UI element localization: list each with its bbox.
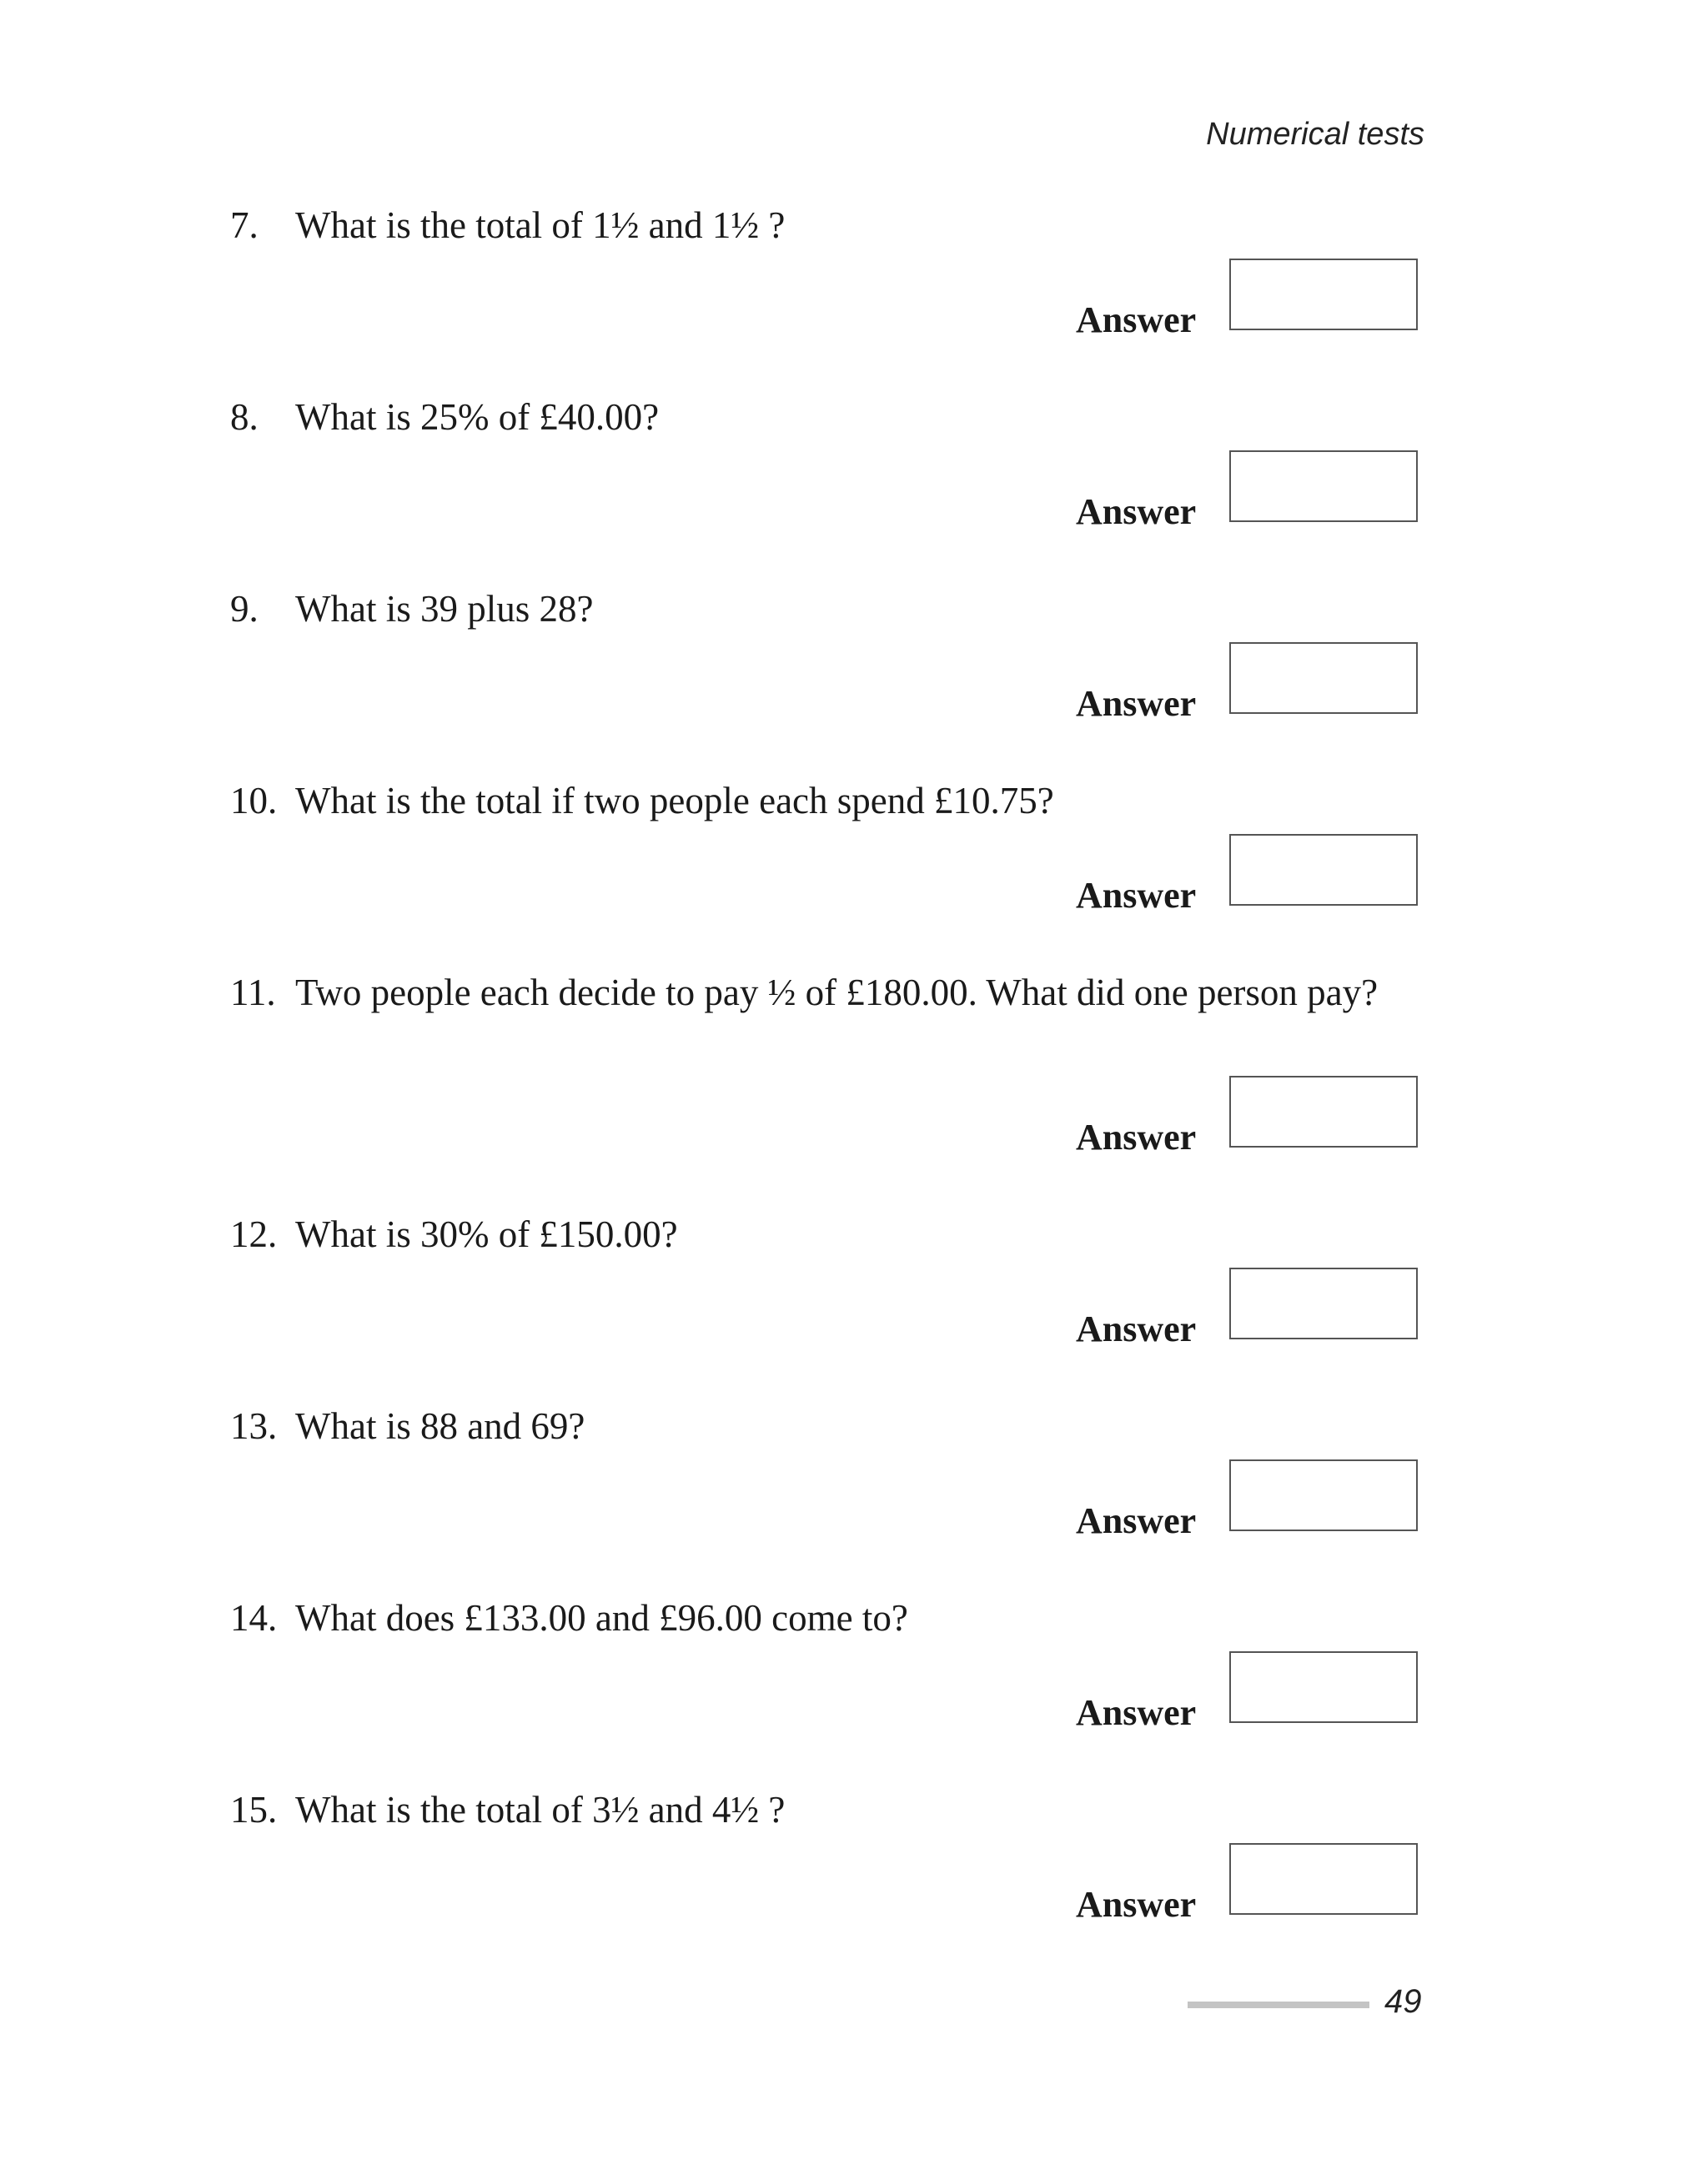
question-number: 12. <box>230 1213 278 1255</box>
answer-box-8[interactable] <box>1229 450 1418 522</box>
question-11 <box>230 967 1439 1017</box>
question-10 <box>230 776 1439 826</box>
answer-box-14[interactable] <box>1229 1651 1418 1723</box>
answer-label: Answer <box>1076 1117 1197 1158</box>
question-text: What is the total if two people each spend £10.75? <box>295 780 1054 821</box>
answer-label: Answer <box>1076 299 1197 340</box>
question-text: What is the total of 1½ and 1½ ? <box>295 204 786 246</box>
answer-box-13[interactable] <box>1229 1459 1418 1531</box>
question-number: 9. <box>230 588 259 630</box>
question-number: 13. <box>230 1405 278 1447</box>
question-7 <box>230 200 1439 250</box>
question-text: What is the total of 3½ and 4½ ? <box>295 1789 786 1831</box>
answer-label: Answer <box>1076 1309 1197 1349</box>
answer-box-10[interactable] <box>1229 834 1418 906</box>
question-14 <box>230 1593 1439 1643</box>
answer-box-15[interactable] <box>1229 1843 1418 1915</box>
question-text: What does £133.00 and £96.00 come to? <box>295 1597 908 1639</box>
question-number: 15. <box>230 1789 278 1831</box>
answer-label: Answer <box>1076 491 1197 532</box>
question-9 <box>230 584 1439 634</box>
question-text: What is 30% of £150.00? <box>295 1213 678 1255</box>
question-number: 10. <box>230 780 278 821</box>
question-text: What is 88 and 69? <box>295 1405 585 1447</box>
question-number: 8. <box>230 396 259 438</box>
question-12 <box>230 1209 1439 1259</box>
answer-label: Answer <box>1076 683 1197 724</box>
question-number: 11. <box>230 972 276 1013</box>
answer-box-11[interactable] <box>1229 1076 1418 1148</box>
answer-box-9[interactable] <box>1229 642 1418 714</box>
question-number: 14. <box>230 1597 278 1639</box>
page-number: 49 <box>1384 1983 1422 2020</box>
question-8 <box>230 392 1439 442</box>
question-15 <box>230 1785 1439 1835</box>
question-13 <box>230 1401 1439 1451</box>
question-text: Two people each decide to pay ½ of £180.00. What did one person pay? <box>295 972 1379 1013</box>
question-number: 7. <box>230 204 259 246</box>
answer-label: Answer <box>1076 1884 1197 1925</box>
question-text: What is 39 plus 28? <box>295 588 594 630</box>
answer-box-12[interactable] <box>1229 1268 1418 1339</box>
answer-label: Answer <box>1076 1500 1197 1541</box>
answer-label: Answer <box>1076 875 1197 916</box>
answer-box-7[interactable] <box>1229 259 1418 330</box>
question-text: What is 25% of £40.00? <box>295 396 660 438</box>
footer-rule <box>1188 2002 1369 2008</box>
answer-label: Answer <box>1076 1692 1197 1733</box>
running-head: Numerical tests <box>1206 117 1424 152</box>
